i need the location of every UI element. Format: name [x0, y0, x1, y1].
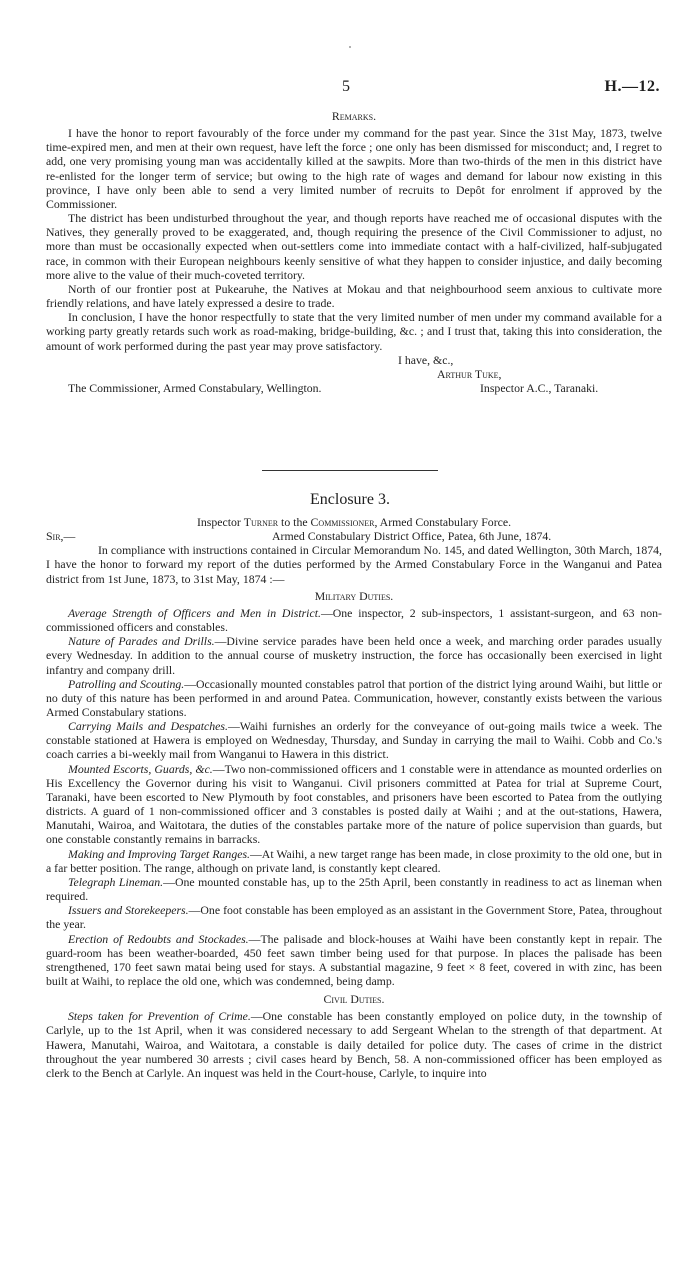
enclosure-body: [46, 515, 662, 1080]
enclosure-title: Enclosure 3.: [310, 491, 390, 508]
military-item: [46, 847, 662, 875]
salutation-line: [46, 529, 662, 543]
civil-duties-heading: Civil Duties.: [323, 992, 385, 1007]
military-item: [46, 875, 662, 903]
military-item: [46, 606, 662, 634]
item-title: Making and Improving Target Ranges.: [68, 846, 250, 861]
item-title: Mounted Escorts, Guards, &c.: [68, 761, 213, 776]
civil-item: [46, 1009, 662, 1080]
page-header: [0, 80, 700, 100]
military-item: [46, 932, 662, 989]
item-title: Carrying Mails and Despatches.: [68, 719, 228, 734]
dateline: Armed Constabulary District Office, Patea, 6th June, 1874.: [272, 529, 552, 544]
from-prefix: Inspector: [196, 515, 244, 529]
item-text: —One inspector, 2 sub-inspectors, 1 assistant-surgeon, and 63 non-commissioned officers and constables.: [46, 605, 662, 635]
from-mid: to the: [278, 515, 311, 529]
item-title: Telegraph Lineman.: [68, 874, 164, 889]
item-title: Erection of Redoubts and Stockades.: [68, 931, 249, 946]
remarks-paragraph-2: The district has been undisturbed throughout the year, and though reports have reached me of occasional disputes with the Natives, they generally proved to be exaggerated, and, though requiring the presence of the Civil Commissioner to adjust, no more than must be occasionally expected when out-settlers come into immediate contact with a half-civilized, half-subjugated race, in common with their European neighbours keenly sensitive of what they happen to consider injustice, and daily becoming more alive to the value of their much-coveted territory.: [46, 211, 662, 282]
military-item: [46, 719, 662, 761]
item-text: —The palisade and block-houses at Waihi have been constantly kept in repair. The guard-room has been weather-boarded, 450 feet sawn timber being used for that purpose. In places the palisade has been strengthened, 170 feet sawn matai being used for stays. A substantial magazine, 9 feet × 8 feet, covered in with zinc, has been built at Waihi, to replace the old one, which was condemned, being damp.: [46, 931, 662, 988]
military-item: [46, 634, 662, 676]
item-text: —One constable has been constantly employed on police duty, in the township of Carlyle, up to the 1st April, when it was considered necessary to add Sergeant Whelan to the strength of that department. At Hawera, Manutahi, Wairoa, and Waitotara, a constable is daily detailed for police duty. The cases of crime in the district throughout the year numbered 30 arrests ; civil cases heard by Bench, 58. A non-commissioned officer has been employed as clerk to the Bench at Carlyle. An inquest was held in the Court-house, Carlyle, to inquire into: [46, 1009, 662, 1080]
item-title: Nature of Parades and Drills.: [68, 634, 215, 649]
item-title: Steps taken for Prevention of Crime.: [68, 1009, 251, 1024]
remarks-heading: Remarks.: [331, 109, 377, 123]
item-title: Average Strength of Officers and Men in District.: [68, 605, 321, 620]
item-text: —One mounted constable has, up to the 25th April, been constantly in readiness to act as lineman when required.: [46, 874, 662, 904]
military-item: [46, 903, 662, 931]
remarks-paragraph-1: I have the honor to report favourably of the force under my command for the past year. Since the 31st May, 1873, twelve time-expired men, and men at their own request, have left the force ; one only has been dismissed for misconduct; and, I regret to add, one very promising young man was accidentally killed at the sawpits. More than two-thirds of the men in this district have re-enlisted for the longer term of service; but owing to the high rate of wages and demand for labour now existing in this province, I have only been able to send a very limited number of recruits to Depôt for enrolment if approved by the Commissioner.: [46, 126, 662, 211]
military-item: [46, 762, 662, 847]
item-title: Patrolling and Scouting.: [68, 676, 185, 691]
closing-line: [46, 353, 662, 367]
from-recipient: Commissioner: [310, 515, 375, 529]
scan-speck: [349, 46, 351, 48]
item-text: —Divine service parades have been held once a week, and marching order parades usually every Wednesday. In addition to the annual course of musketry instruction, the force has occasionally been exercised in light infantry and company drill.: [46, 634, 662, 677]
item-text: —Two non-commissioned officers and 1 constable were in attendance as mounted orderlies on His Excellency the Governor during his visit to Wanganui. Civil prisoners committed at Patea for trial at Supreme Court, Taranaki, have been escorted to New Plymouth by foot constables, and prisoners have been escorted to Patea from the outlying districts. A guard of 1 non-commissioned officer and 3 constables is posted daily at Waihi ; and at the out-stations, Hawera, Manutahi, Wairoa, and Waitotara, the duties of the constables partake more of the nature of police supervision than guards, but one constable constantly remains in barracks.: [46, 761, 662, 847]
item-text: —Waihi furnishes an orderly for the conveyance of out-going mails twice a week. The constable stationed at Hawera is employed on Wednesday, Thursday, and Sunday in carrying the mail to Waihi. Cobb and Co.'s coach carries a bi-weekly mail from Wanganui to Hawera in this district.: [46, 719, 662, 762]
item-title: Issuers and Storekeepers.: [68, 903, 189, 918]
closing-phrase: I have, &c.,: [398, 352, 454, 367]
remarks-section: [46, 109, 662, 395]
page-number: 5: [342, 78, 350, 95]
document-reference: H.—12.: [604, 78, 660, 95]
from-suffix: , Armed Constabulary Force.: [374, 515, 512, 529]
military-duties-heading: Military Duties.: [314, 588, 394, 603]
remarks-paragraph-3: North of our frontier post at Pukearuhe, the Natives at Mokau and that neighbourhood seem anxious to cultivate more friendly relations, and have lately expressed a desire to trade.: [46, 281, 662, 311]
signature-title: Inspector A.C., Taranaki.: [480, 380, 599, 395]
signature-line: [46, 367, 662, 381]
enclosure-intro: In compliance with instructions contained in Circular Memorandum No. 145, and dated Wellington, 30th March, 1874, I have the honor to forward my report of the duties performed by the Armed Constabulary Force in the Wanganui and Patea district from 1st June, 1873, to 31st May, 1874 :—: [46, 543, 662, 586]
addressee: The Commissioner, Armed Constabulary, Wellington.: [68, 380, 322, 395]
military-item: [46, 677, 662, 719]
enclosure-from-line: [46, 515, 662, 529]
section-divider: [262, 470, 438, 471]
from-name: Turner: [243, 515, 279, 529]
item-text: —Occasionally mounted constables patrol that portion of the district lying around Waihi, but little or no duty of this nature has been performed in and around Patea. Communication, however, constantly exists between the various Armed Constabulary stations.: [46, 676, 663, 720]
remarks-paragraph-4: In conclusion, I have the honor respectfully to state that the very limited number of men under my command available for a working party greatly retards such work as road-making, bridge-building, &c. ; and I trust that, taking this into consideration, the amount of work performed during the past year may prove satisfactory.: [46, 310, 662, 353]
signature-name: Arthur Tuke,: [437, 366, 502, 381]
salutation: Sir,—: [46, 529, 76, 544]
item-text: —At Waihi, a new target range has been made, in close proximity to the old one, but in a far better position. The range, although on private land, is constantly kept cleared.: [46, 846, 662, 875]
item-text: —One foot constable has been employed as an assistant in the Government Store, Patea, throughout the year.: [46, 903, 662, 932]
addressee-line: [46, 381, 662, 395]
